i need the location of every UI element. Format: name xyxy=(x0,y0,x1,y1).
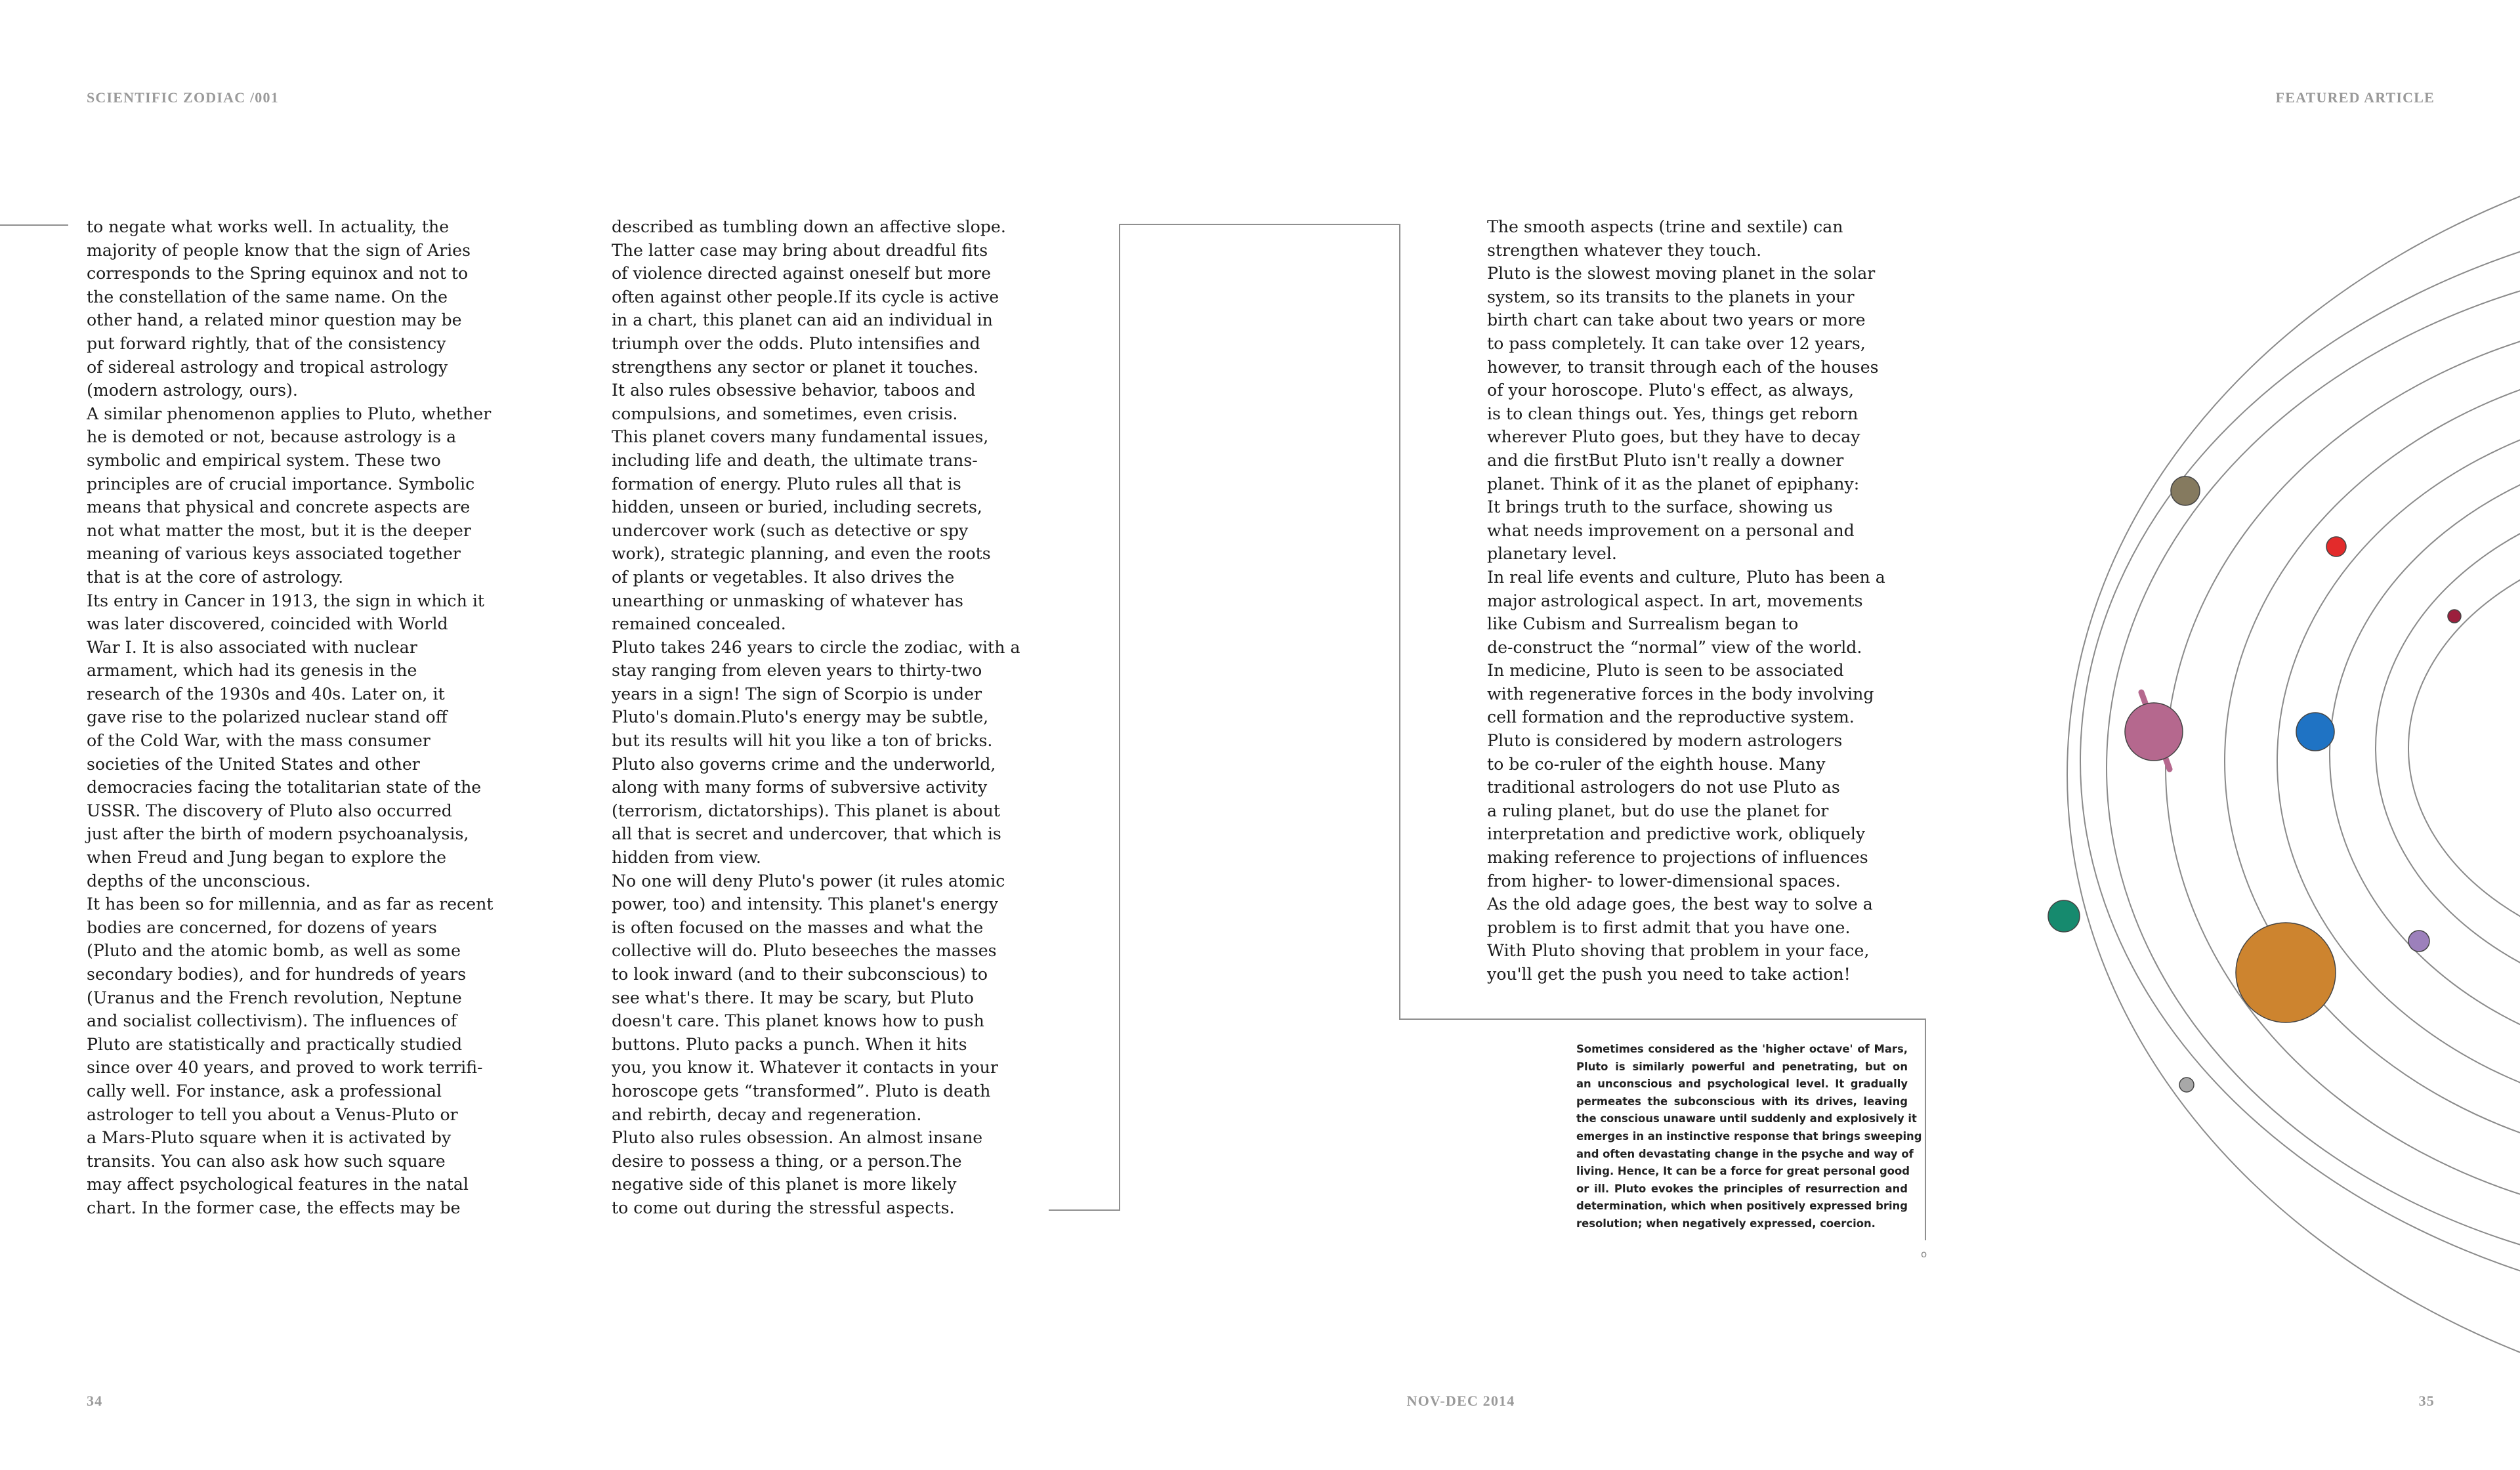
sidebar-end-marker: o xyxy=(1921,1248,1927,1260)
text-line: negative side of this planet is more likely xyxy=(612,1175,957,1194)
text-line: doesn't care. This planet knows how to push xyxy=(612,1011,984,1031)
text-line: In real life events and culture, Pluto has been a xyxy=(1487,567,1885,587)
text-line: As the old adage goes, the best way to solve a xyxy=(1487,894,1873,914)
sidebar-line: emerges in an instinctive response that brings sweeping xyxy=(1576,1129,1922,1143)
text-line: problem is to first admit that you have one. xyxy=(1487,917,1851,937)
text-line: strengthens any sector or planet it touches. xyxy=(612,357,979,377)
text-line: principles are of crucial importance. Symbolic xyxy=(87,474,475,494)
text-line: and socialist collectivism). The influences of xyxy=(87,1011,457,1031)
text-line: is often focused on the masses and what the xyxy=(612,917,984,937)
text-line: cally well. For instance, ask a professional xyxy=(87,1081,442,1101)
text-line: you, you know it. Whatever it contacts in your xyxy=(612,1058,998,1078)
text-line: unearthing or unmasking of whatever has xyxy=(612,591,963,610)
text-line: chart. In the former case, the effects may be xyxy=(87,1198,461,1217)
text-line: of the Cold War, with the mass consumer xyxy=(87,731,430,751)
text-line: means that physical and concrete aspects are xyxy=(87,497,471,517)
sidebar-line: permeates the subconscious with its drives, leaving xyxy=(1576,1095,1908,1108)
text-line: in a chart, this planet can aid an individual in xyxy=(612,310,993,330)
text-line: War I. It is also associated with nuclear xyxy=(87,637,417,657)
text-line: With Pluto shoving that problem in your face, xyxy=(1487,941,1870,961)
text-line: secondary bodies), and for hundreds of years xyxy=(87,965,467,984)
text-line: de-construct the “normal” view of the world. xyxy=(1487,637,1862,657)
text-line: traditional astrologers do not use Pluto as xyxy=(1487,778,1840,797)
sidebar-line: Sometimes considered as the 'higher octave' of Mars, xyxy=(1576,1043,1908,1055)
article-paragraph xyxy=(87,892,513,1219)
text-line: Pluto is the slowest moving planet in the solar xyxy=(1487,264,1876,284)
planet-olive xyxy=(2171,476,2200,505)
text-line: This planet covers many fundamental issues, xyxy=(612,427,989,447)
text-line: just after the birth of modern psychoanalysis, xyxy=(87,824,469,844)
text-line: symbolic and empirical system. These two xyxy=(87,450,441,470)
text-line: It has been so for millennia, and as far as recent xyxy=(87,894,494,914)
text-line: A similar phenomenon applies to Pluto, whether xyxy=(87,404,492,423)
text-line: remained concealed. xyxy=(612,614,786,634)
text-line: armament, which had its genesis in the xyxy=(87,661,417,681)
text-line: years in a sign! The sign of Scorpio is under xyxy=(612,684,982,704)
text-line: and die firstBut Pluto isn't really a downer xyxy=(1487,450,1844,470)
sidebar-line: and often devastating change in the psyche and way of xyxy=(1576,1147,1914,1160)
text-line: is to clean things out. Yes, things get reborn xyxy=(1487,404,1858,423)
text-line: Pluto's domain.Pluto's energy may be subtle, xyxy=(612,707,989,727)
text-line: meaning of various keys associated together xyxy=(87,544,461,564)
article-paragraph xyxy=(1487,566,1946,892)
text-line: put forward rightly, that of the consistency xyxy=(87,333,446,353)
text-line: compulsions, and sometimes, even crisis. xyxy=(612,404,958,423)
text-line: (Pluto and the atomic bomb, as well as some xyxy=(87,941,461,961)
text-line: formation of energy. Pluto rules all that is xyxy=(612,474,961,494)
text-line: majority of people know that the sign of Aries xyxy=(87,240,471,260)
text-column-3 xyxy=(1487,215,1946,986)
text-line: the constellation of the same name. On the xyxy=(87,287,448,306)
running-header-right: FEATURED ARTICLE xyxy=(2275,89,2435,106)
text-line: depths of the unconscious. xyxy=(87,871,311,891)
text-line: astrologer to tell you about a Venus-Pluto or xyxy=(87,1104,458,1124)
sidebar-line: an unconscious and psychological level. It gradually xyxy=(1576,1078,1908,1091)
text-line: undercover work (such as detective or spy xyxy=(612,520,969,540)
text-line: planet. Think of it as the planet of epiphany: xyxy=(1487,474,1860,494)
orbit-ring xyxy=(2330,440,2520,1070)
text-line: gave rise to the polarized nuclear stand off xyxy=(87,707,448,727)
text-line: was later discovered, coincided with World xyxy=(87,614,448,634)
text-line: hidden, unseen or buried, including secrets, xyxy=(612,497,982,517)
text-line: along with many forms of subversive activity xyxy=(612,778,988,797)
article-paragraph xyxy=(1487,262,1946,566)
text-line: (modern astrology, ours). xyxy=(87,381,298,400)
text-line: Pluto also rules obsession. An almost insane xyxy=(612,1128,983,1148)
text-line: triumph over the odds. Pluto intensifies and xyxy=(612,333,980,353)
text-line: The smooth aspects (trine and sextile) can xyxy=(1487,217,1843,236)
text-line: but its results will hit you like a ton of bricks. xyxy=(612,731,993,751)
text-line: No one will deny Pluto's power (it rules atomic xyxy=(612,871,1005,891)
text-line: all that is secret and undercover, that which is xyxy=(612,824,1001,844)
text-line: described as tumbling down an affective slope. xyxy=(612,217,1006,236)
text-line: of your horoscope. Pluto's effect, as always, xyxy=(1487,381,1855,400)
sidebar-line: or ill. Pluto evokes the principles of resurrection and xyxy=(1576,1182,1908,1195)
text-line: you'll get the push you need to take action! xyxy=(1487,965,1851,984)
planet-orange xyxy=(2236,923,2336,1022)
text-line: like Cubism and Surrealism began to xyxy=(1487,614,1799,634)
running-header-left: SCIENTIFIC ZODIAC /001 xyxy=(87,89,279,106)
text-line: horoscope gets “transformed”. Pluto is death xyxy=(612,1081,991,1101)
text-line: bodies are concerned, for dozens of years xyxy=(87,917,437,937)
text-line: birth chart can take about two years or more xyxy=(1487,310,1866,330)
text-line: stay ranging from eleven years to thirty-two xyxy=(612,661,982,681)
text-line: including life and death, the ultimate trans- xyxy=(612,450,978,470)
text-line: desire to possess a thing, or a person.The xyxy=(612,1151,962,1171)
text-line: to negate what works well. In actuality, the xyxy=(87,217,450,236)
text-line: Pluto takes 246 years to circle the zodiac, with a xyxy=(612,637,1020,657)
orbit-ring xyxy=(2408,532,2520,965)
text-line: system, so its transits to the planets in your xyxy=(1487,287,1855,306)
article-paragraph xyxy=(1487,215,1946,262)
planet-maroon xyxy=(2448,610,2461,623)
text-line: It also rules obsessive behavior, taboos and xyxy=(612,381,976,400)
text-line: of violence directed against oneself but more xyxy=(612,264,991,284)
planet-pink-ringed xyxy=(2125,703,2183,761)
text-line: a ruling planet, but do use the planet for xyxy=(1487,801,1829,820)
text-line: societies of the United States and other xyxy=(87,754,420,774)
text-line: major astrological aspect. In art, movements xyxy=(1487,591,1863,610)
text-line: to come out during the stressful aspects. xyxy=(612,1198,955,1217)
planet-green xyxy=(2048,900,2080,932)
text-line: of sidereal astrology and tropical astrology xyxy=(87,357,448,377)
text-line: (terrorism, dictatorships). This planet is about xyxy=(612,801,1000,820)
text-line: to look inward (and to their subconscious) to xyxy=(612,965,988,984)
article-paragraph xyxy=(87,215,513,402)
sidebar-line: Pluto is similarly powerful and penetrating, but on xyxy=(1576,1060,1908,1073)
text-line: since over 40 years, and proved to work terrifi- xyxy=(87,1058,483,1078)
text-line: may affect psychological features in the natal xyxy=(87,1175,469,1194)
text-line: collective will do. Pluto beseeches the masses xyxy=(612,941,997,961)
text-line: what needs improvement on a personal and xyxy=(1487,520,1855,540)
article-paragraph xyxy=(612,870,1045,1127)
page-number-right: 35 xyxy=(2418,1393,2435,1409)
text-line: often against other people.If its cycle is active xyxy=(612,287,999,306)
text-line: wherever Pluto goes, but they have to decay xyxy=(1487,427,1860,447)
text-line: In medicine, Pluto is seen to be associated xyxy=(1487,661,1844,681)
text-line: Pluto is considered by modern astrologers xyxy=(1487,731,1843,751)
orbit-ring xyxy=(2080,203,2520,1319)
issue-date: NOV-DEC 2014 xyxy=(1406,1393,1515,1409)
article-paragraph xyxy=(612,636,1045,870)
text-line: making reference to projections of influences xyxy=(1487,848,1868,868)
text-column-2 xyxy=(612,215,1045,1220)
text-line: interpretation and predictive work, obliquely xyxy=(1487,824,1866,844)
planet-gray xyxy=(2179,1078,2194,1092)
text-line: planetary level. xyxy=(1487,544,1617,564)
article-paragraph xyxy=(612,425,1045,635)
pull-quote-sidebar xyxy=(1576,1041,1922,1233)
text-line: when Freud and Jung began to explore the xyxy=(87,848,447,868)
text-line: strengthen whatever they touch. xyxy=(1487,240,1762,260)
text-line: It brings truth to the surface, showing us xyxy=(1487,497,1833,517)
text-line: Pluto are statistically and practically studied xyxy=(87,1034,463,1054)
text-line: corresponds to the Spring equinox and not to xyxy=(87,264,469,284)
text-line: The latter case may bring about dreadful fits xyxy=(612,240,988,260)
text-line: Pluto also governs crime and the underworld, xyxy=(612,754,996,774)
orbit-ring xyxy=(2225,354,2520,1168)
page-number-left: 34 xyxy=(87,1393,103,1409)
text-line: cell formation and the reproductive system. xyxy=(1487,707,1855,727)
article-paragraph xyxy=(612,215,1045,425)
orbit-ring xyxy=(2067,125,2520,1424)
text-line: (Uranus and the French revolution, Neptune xyxy=(87,988,462,1007)
planet-purple xyxy=(2408,931,2429,952)
text-line: power, too) and intensity. This planet's energy xyxy=(612,894,998,914)
text-line: a Mars-Pluto square when it is activated by xyxy=(87,1128,452,1148)
text-line: he is demoted or not, because astrology is a xyxy=(87,427,457,447)
text-line: to pass completely. It can take over 12 years, xyxy=(1487,333,1866,353)
text-line: however, to transit through each of the houses xyxy=(1487,357,1879,377)
text-column-1 xyxy=(87,215,513,1220)
text-line: transits. You can also ask how such square xyxy=(87,1151,446,1171)
sidebar-line: resolution; when negatively expressed, coercion. xyxy=(1576,1217,1876,1230)
text-line: buttons. Pluto packs a punch. When it hits xyxy=(612,1034,967,1054)
sidebar-line: the conscious unaware until suddenly and explosively it xyxy=(1576,1112,1917,1125)
sidebar-line: living. Hence, It can be a force for great personal good xyxy=(1576,1165,1910,1178)
orbit-ring xyxy=(2166,308,2520,1227)
text-line: from higher- to lower-dimensional spaces. xyxy=(1487,871,1841,891)
text-line: work), strategic planning, and even the roots xyxy=(612,544,991,564)
text-line: that is at the core of astrology. xyxy=(87,567,344,587)
orbit-rings xyxy=(2067,125,2520,1424)
text-line: to be co-ruler of the eighth house. Many xyxy=(1487,754,1826,774)
text-line: of plants or vegetables. It also drives the xyxy=(612,567,955,587)
article-paragraph xyxy=(612,1126,1045,1219)
sidebar-line: determination, which when positively expressed bring xyxy=(1576,1200,1908,1213)
text-line: not what matter the most, but it is the deeper xyxy=(87,520,471,540)
text-line: and rebirth, decay and regeneration. xyxy=(612,1104,922,1124)
text-line: see what's there. It may be scary, but Pluto xyxy=(612,988,974,1007)
planet-blue xyxy=(2296,713,2334,751)
text-line: research of the 1930s and 40s. Later on, it xyxy=(87,684,445,704)
text-line: other hand, a related minor question may be xyxy=(87,310,462,330)
text-line: with regenerative forces in the body involving xyxy=(1487,684,1874,704)
text-line: democracies facing the totalitarian state of the xyxy=(87,778,482,797)
text-line: hidden from view. xyxy=(612,848,761,868)
text-line: Its entry in Cancer in 1913, the sign in which it xyxy=(87,591,485,610)
planet-red xyxy=(2326,537,2346,556)
article-paragraph xyxy=(87,589,513,893)
article-paragraph xyxy=(1487,892,1946,986)
article-paragraph xyxy=(87,402,513,589)
text-line: USSR. The discovery of Pluto also occurred xyxy=(87,801,452,820)
